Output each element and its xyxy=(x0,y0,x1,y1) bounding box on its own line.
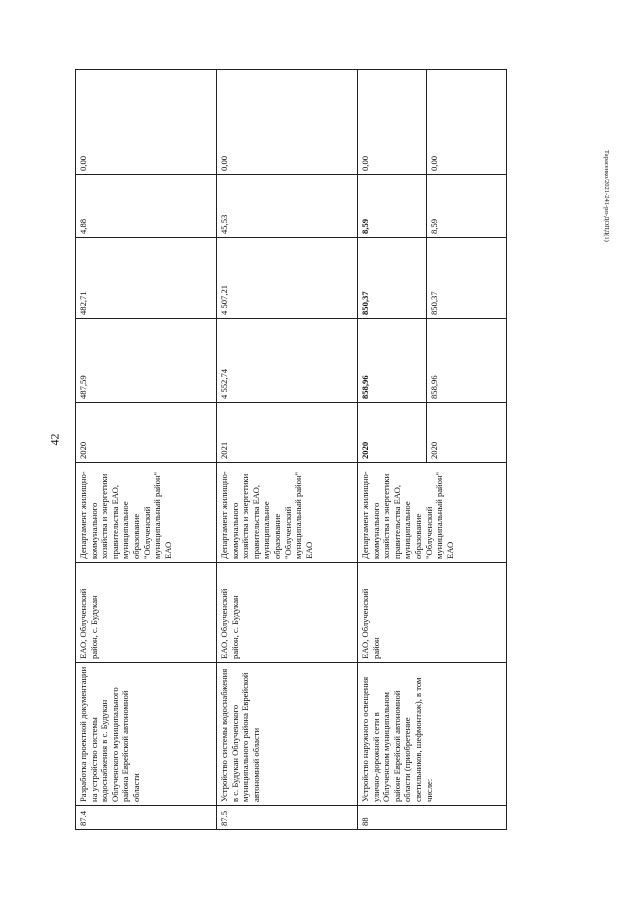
row-name: Устройство наружного освещения улично-дорожной сети в Облученском муниципальном районе Еврейской автономной области (приобретение светильников, шефмонтаж), в том числе: xyxy=(358,663,507,806)
row-executor: Департамент жилищно-коммунального хозяйства и энергетики правительства ЕАО, муниципальное образование "Облученский муниципальный район" ЕАО xyxy=(76,463,217,563)
row-name: Устройство системы водоснабжения в с. Будукан Облученского муниципального района Еврейской автономной области xyxy=(217,663,358,806)
page-number: 42 xyxy=(47,433,62,446)
row-number: 87.5 xyxy=(217,806,358,830)
rotated-table-container xyxy=(75,70,502,830)
row-number: 87.4 xyxy=(76,806,217,830)
row-year: 2020 xyxy=(427,403,507,463)
row-local: 0,00 xyxy=(76,70,217,175)
row-location: ЕАО, Облученский район, с. Будукан xyxy=(217,563,358,663)
row-total: 4 552,74 xyxy=(217,319,358,403)
row-local: 0,00 xyxy=(217,70,358,175)
table-row xyxy=(76,70,217,830)
row-year: 2020 xyxy=(358,403,427,463)
program-table xyxy=(75,69,507,830)
table-row xyxy=(217,70,358,830)
row-executor: Департамент жилищно-коммунального хозяйства и энергетики правительства ЕАО, муниципальное образование "Облученский муниципальный район" ЕАО xyxy=(358,463,507,563)
row-total: 487,59 xyxy=(76,319,217,403)
row-location: ЕАО, Облученский район xyxy=(358,563,507,663)
row-name: Разработка проектной документации на устройство системы водоснабжения в с. Будукан Облученского муниципального района Еврейской автономной области xyxy=(76,663,217,806)
row-executor: Департамент жилищно-коммунального хозяйства и энергетики правительства ЕАО, муниципальное образование "Облученский муниципальный район" ЕАО xyxy=(217,463,358,563)
row-number: 88 xyxy=(358,806,507,830)
row-total: 858,96 xyxy=(358,319,427,403)
row-year: 2021 xyxy=(217,403,358,463)
row-regional: 4,88 xyxy=(76,175,217,238)
footer-code: Тарасенко/2021-241-рп-ДОПД(1) xyxy=(603,150,610,242)
row-regional: 8,59 xyxy=(358,175,427,238)
row-federal: 850,37 xyxy=(427,238,507,319)
table-row xyxy=(358,70,427,830)
row-total: 858,96 xyxy=(427,319,507,403)
row-local: 0,00 xyxy=(427,70,507,175)
row-federal: 4 507,21 xyxy=(217,238,358,319)
row-federal: 850,37 xyxy=(358,238,427,319)
row-year: 2020 xyxy=(76,403,217,463)
row-location: ЕАО, Облученский район, с. Будукан xyxy=(76,563,217,663)
row-local: 0,00 xyxy=(358,70,427,175)
row-regional: 45,53 xyxy=(217,175,358,238)
row-federal: 482,71 xyxy=(76,238,217,319)
row-regional: 8,59 xyxy=(427,175,507,238)
